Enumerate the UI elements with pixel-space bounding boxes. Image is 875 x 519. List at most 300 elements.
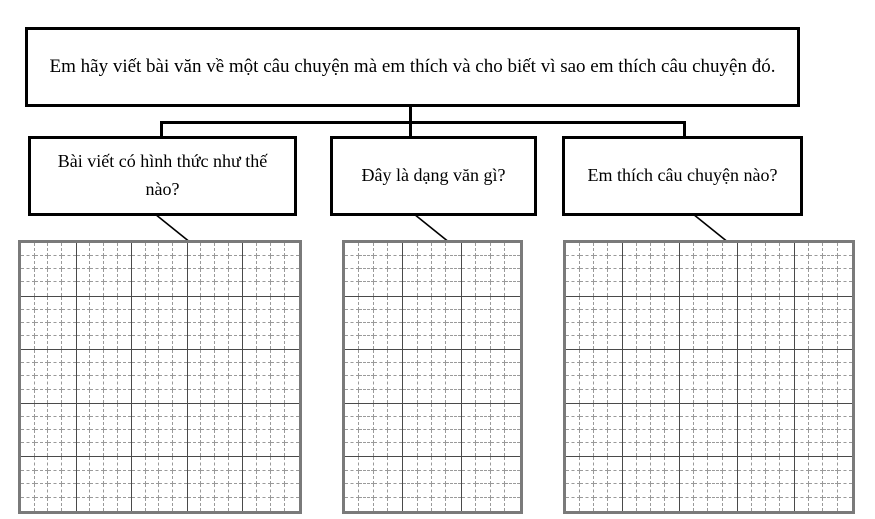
grid-cell <box>21 484 35 497</box>
grid-cell <box>48 310 62 323</box>
grid-cell <box>90 323 104 336</box>
grid-cell <box>491 498 506 511</box>
grid-cell <box>188 457 202 470</box>
grid-cell <box>738 417 752 430</box>
grid-cell <box>285 323 299 336</box>
grid-cell <box>132 256 146 269</box>
grid-cell <box>77 243 91 256</box>
grid-cell <box>738 323 752 336</box>
grid-cell <box>21 457 35 470</box>
grid-cell <box>77 443 91 456</box>
grid-cell <box>694 350 708 363</box>
grid-cell <box>462 269 477 282</box>
grid-cell <box>201 363 215 376</box>
grid-cell <box>566 243 580 256</box>
grid-cell <box>594 323 608 336</box>
grid-cell <box>432 390 446 403</box>
grid-cell <box>680 484 694 497</box>
grid-cell <box>35 443 49 456</box>
grid-cell <box>594 310 608 323</box>
grid-cell <box>374 390 388 403</box>
grid-cell <box>48 443 62 456</box>
grid-cell <box>723 363 737 376</box>
grid-cell <box>476 430 491 443</box>
grid-cell <box>491 243 506 256</box>
grid-cell <box>118 256 132 269</box>
grid-cell <box>838 336 852 349</box>
grid-cell <box>594 350 608 363</box>
grid-cell <box>285 243 299 256</box>
grid-block <box>795 350 852 404</box>
grid-cell <box>665 498 679 511</box>
grid-cell <box>462 323 477 336</box>
answer-grid-1[interactable] <box>18 240 302 514</box>
grid-cell <box>215 363 229 376</box>
grid-cell <box>637 282 651 295</box>
grid-cell <box>580 282 594 295</box>
grid-cell <box>651 323 665 336</box>
grid-cell <box>680 323 694 336</box>
grid-cell <box>229 323 243 336</box>
grid-cell <box>580 404 594 417</box>
grid-cell <box>637 404 651 417</box>
grid-cell <box>838 417 852 430</box>
connector-drop-center <box>409 121 412 137</box>
grid-cell <box>795 376 809 389</box>
grid-cell <box>90 310 104 323</box>
grid-cell <box>694 498 708 511</box>
grid-cell <box>580 256 594 269</box>
root-prompt-text: Em hãy viết bài văn về một câu chuyện mà em thích và cho biết vì sao em thích câu chuyện đó. <box>49 55 776 77</box>
grid-cell <box>201 443 215 456</box>
grid-cell <box>359 243 373 256</box>
answer-grid-2[interactable] <box>342 240 523 514</box>
grid-cell <box>446 404 460 417</box>
grid-cell <box>48 484 62 497</box>
grid-cell <box>345 256 359 269</box>
grid-cell <box>505 243 520 256</box>
grid-cell <box>665 471 679 484</box>
grid-cell <box>594 498 608 511</box>
grid-cell <box>823 323 837 336</box>
grid-cell <box>594 269 608 282</box>
grid-cell <box>159 390 173 403</box>
grid-cell <box>418 390 432 403</box>
grid-block <box>566 297 623 351</box>
grid-cell <box>608 310 622 323</box>
grid-cell <box>651 417 665 430</box>
grid-cell <box>795 484 809 497</box>
grid-cell <box>132 336 146 349</box>
grid-cell <box>780 336 794 349</box>
grid-cell <box>491 390 506 403</box>
grid-cell <box>159 243 173 256</box>
grid-cell <box>418 376 432 389</box>
grid-cell <box>62 243 76 256</box>
grid-cell <box>257 417 271 430</box>
grid-block <box>566 457 623 511</box>
grid-cell <box>566 310 580 323</box>
grid-cell <box>243 376 257 389</box>
grid-cell <box>285 498 299 511</box>
grid-block <box>132 404 188 458</box>
grid-cell <box>48 376 62 389</box>
grid-cell <box>432 457 446 470</box>
grid-cell <box>257 376 271 389</box>
grid-cell <box>809 256 823 269</box>
grid-cell <box>795 350 809 363</box>
grid-cell <box>608 297 622 310</box>
grid-block <box>345 457 403 511</box>
grid-block <box>132 350 188 404</box>
grid-cell <box>476 457 491 470</box>
grid-cell <box>623 390 637 403</box>
grid-cell <box>271 471 285 484</box>
grid-cell <box>623 484 637 497</box>
grid-block <box>188 457 244 511</box>
grid-cell <box>708 282 722 295</box>
grid-cell <box>637 471 651 484</box>
question-text-1: Bài viết có hình thức như thế nào? <box>57 151 268 199</box>
grid-cell <box>566 443 580 456</box>
grid-cell <box>62 376 76 389</box>
grid-cell <box>173 430 187 443</box>
grid-cell <box>418 404 432 417</box>
grid-cell <box>694 443 708 456</box>
grid-cell <box>809 376 823 389</box>
grid-cell <box>766 350 780 363</box>
grid-cell <box>21 376 35 389</box>
grid-cell <box>173 390 187 403</box>
grid-cell <box>432 443 446 456</box>
grid-block <box>623 457 680 511</box>
grid-cell <box>146 336 160 349</box>
grid-cell <box>271 310 285 323</box>
grid-cell <box>823 363 837 376</box>
grid-cell <box>215 297 229 310</box>
grid-cell <box>271 430 285 443</box>
grid-cell <box>90 363 104 376</box>
grid-cell <box>432 363 446 376</box>
grid-cell <box>608 323 622 336</box>
grid-cell <box>229 443 243 456</box>
grid-block <box>132 297 188 351</box>
grid-cell <box>132 282 146 295</box>
grid-cell <box>374 457 388 470</box>
grid-cell <box>229 310 243 323</box>
grid-cell <box>35 310 49 323</box>
grid-cell <box>462 484 477 497</box>
grid-cell <box>491 350 506 363</box>
grid-cell <box>637 484 651 497</box>
grid-cell <box>432 269 446 282</box>
grid-cell <box>374 404 388 417</box>
grid-cell <box>780 376 794 389</box>
grid-cell <box>243 256 257 269</box>
grid-cell <box>566 484 580 497</box>
grid-cell <box>104 404 118 417</box>
grid-cell <box>48 243 62 256</box>
grid-cell <box>838 256 852 269</box>
grid-cell <box>201 282 215 295</box>
grid-cell <box>651 350 665 363</box>
grid-cell <box>694 484 708 497</box>
grid-cell <box>173 336 187 349</box>
grid-cell <box>780 404 794 417</box>
grid-cell <box>752 390 766 403</box>
grid-cell <box>388 457 402 470</box>
grid-cell <box>215 417 229 430</box>
grid-cell <box>132 430 146 443</box>
grid-cell <box>809 404 823 417</box>
grid-cell <box>77 430 91 443</box>
grid-cell <box>403 376 417 389</box>
grid-cell <box>752 256 766 269</box>
grid-cell <box>476 390 491 403</box>
grid-cell <box>637 243 651 256</box>
grid-cell <box>491 256 506 269</box>
grid-cell <box>188 336 202 349</box>
grid-cell <box>680 336 694 349</box>
grid-cell <box>623 376 637 389</box>
grid-cell <box>374 243 388 256</box>
grid-cell <box>215 323 229 336</box>
grid-cell <box>651 443 665 456</box>
grid-cell <box>229 430 243 443</box>
grid-cell <box>594 484 608 497</box>
grid-cell <box>345 282 359 295</box>
grid-cell <box>159 443 173 456</box>
grid-block <box>345 297 403 351</box>
grid-cell <box>374 443 388 456</box>
grid-cell <box>374 471 388 484</box>
grid-cell <box>173 269 187 282</box>
grid-cell <box>738 243 752 256</box>
grid-cell <box>173 404 187 417</box>
grid-block <box>243 404 299 458</box>
grid-cell <box>580 430 594 443</box>
grid-cell <box>766 457 780 470</box>
grid-cell <box>48 457 62 470</box>
grid-cell <box>90 390 104 403</box>
grid-cell <box>118 417 132 430</box>
grid-cell <box>476 417 491 430</box>
grid-cell <box>62 297 76 310</box>
grid-cell <box>738 297 752 310</box>
grid-cell <box>118 282 132 295</box>
grid-cell <box>201 376 215 389</box>
grid-cell <box>374 282 388 295</box>
grid-cell <box>623 297 637 310</box>
grid-cell <box>491 430 506 443</box>
grid-cell <box>738 350 752 363</box>
grid-cell <box>838 404 852 417</box>
grid-cell <box>446 243 460 256</box>
grid-cell <box>795 363 809 376</box>
grid-cell <box>285 363 299 376</box>
grid-cell <box>62 350 76 363</box>
grid-cell <box>608 484 622 497</box>
grid-cell <box>752 269 766 282</box>
grid-cell <box>77 297 91 310</box>
grid-cell <box>271 243 285 256</box>
grid-cell <box>388 363 402 376</box>
grid-cell <box>374 430 388 443</box>
grid-cell <box>215 484 229 497</box>
grid-cell <box>780 498 794 511</box>
grid-cell <box>446 256 460 269</box>
grid-cell <box>623 417 637 430</box>
grid-cell <box>35 243 49 256</box>
grid-block <box>623 243 680 297</box>
grid-cell <box>680 350 694 363</box>
grid-cell <box>795 471 809 484</box>
grid-cell <box>462 417 477 430</box>
grid-cell <box>637 363 651 376</box>
grid-cell <box>173 282 187 295</box>
grid-cell <box>403 390 417 403</box>
grid-cell <box>48 471 62 484</box>
grid-cell <box>752 310 766 323</box>
grid-cell <box>215 471 229 484</box>
grid-block <box>738 243 795 297</box>
grid-cell <box>243 310 257 323</box>
grid-cell <box>665 256 679 269</box>
grid-block <box>462 350 520 404</box>
grid-cell <box>566 390 580 403</box>
grid-cell <box>21 404 35 417</box>
grid-cell <box>271 457 285 470</box>
grid-cell <box>48 350 62 363</box>
grid-cell <box>462 471 477 484</box>
grid-cell <box>823 457 837 470</box>
grid-cell <box>104 269 118 282</box>
grid-cell <box>608 471 622 484</box>
grid-cell <box>809 350 823 363</box>
grid-cell <box>462 243 477 256</box>
grid-cell <box>159 417 173 430</box>
grid-cell <box>608 256 622 269</box>
grid-cell <box>491 323 506 336</box>
grid-cell <box>403 282 417 295</box>
grid-cell <box>823 471 837 484</box>
grid-cell <box>388 390 402 403</box>
grid-cell <box>173 471 187 484</box>
grid-cell <box>77 471 91 484</box>
grid-cell <box>388 484 402 497</box>
grid-cell <box>738 430 752 443</box>
grid-cell <box>243 484 257 497</box>
grid-cell <box>566 256 580 269</box>
grid-cell <box>566 376 580 389</box>
grid-cell <box>708 336 722 349</box>
grid-cell <box>723 498 737 511</box>
grid-block <box>680 243 737 297</box>
grid-cell <box>173 243 187 256</box>
grid-cell <box>271 404 285 417</box>
grid-block <box>795 243 852 297</box>
grid-cell <box>491 404 506 417</box>
grid-cell <box>665 350 679 363</box>
grid-cell <box>795 404 809 417</box>
grid-cell <box>271 323 285 336</box>
grid-cell <box>491 484 506 497</box>
grid-cell <box>766 484 780 497</box>
grid-cell <box>446 430 460 443</box>
grid-cell <box>491 376 506 389</box>
grid-cell <box>680 471 694 484</box>
grid-cell <box>766 336 780 349</box>
answer-grid-3[interactable] <box>563 240 855 514</box>
grid-cell <box>285 430 299 443</box>
grid-cell <box>201 336 215 349</box>
grid-cell <box>446 417 460 430</box>
grid-cell <box>35 350 49 363</box>
grid-cell <box>462 297 477 310</box>
grid-cell <box>809 310 823 323</box>
grid-block <box>21 404 77 458</box>
grid-cell <box>257 390 271 403</box>
grid-cell <box>345 390 359 403</box>
grid-cell <box>388 443 402 456</box>
grid-cell <box>476 256 491 269</box>
grid-cell <box>723 350 737 363</box>
grid-cell <box>694 457 708 470</box>
root-prompt-box <box>25 27 800 107</box>
grid-cell <box>159 323 173 336</box>
grid-cell <box>637 256 651 269</box>
grid-block <box>21 350 77 404</box>
grid-cell <box>505 498 520 511</box>
grid-cell <box>432 498 446 511</box>
grid-cell <box>708 390 722 403</box>
grid-cell <box>104 297 118 310</box>
grid-cell <box>446 471 460 484</box>
grid-cell <box>580 336 594 349</box>
grid-cell <box>651 376 665 389</box>
grid-cell <box>446 350 460 363</box>
grid-cell <box>752 471 766 484</box>
grid-cell <box>566 323 580 336</box>
grid-cell <box>104 390 118 403</box>
grid-cell <box>838 498 852 511</box>
grid-cell <box>838 471 852 484</box>
grid-cell <box>623 404 637 417</box>
grid-cell <box>566 457 580 470</box>
grid-cell <box>491 457 506 470</box>
grid-cell <box>823 310 837 323</box>
grid-cell <box>62 417 76 430</box>
grid-cell <box>132 323 146 336</box>
grid-cell <box>118 297 132 310</box>
grid-cell <box>608 282 622 295</box>
grid-cell <box>823 350 837 363</box>
grid-cell <box>680 310 694 323</box>
grid-cell <box>694 376 708 389</box>
grid-cell <box>188 297 202 310</box>
grid-cell <box>491 310 506 323</box>
grid-block <box>462 404 520 458</box>
grid-cell <box>403 457 417 470</box>
grid-cell <box>809 323 823 336</box>
grid-cell <box>62 457 76 470</box>
grid-cell <box>418 471 432 484</box>
grid-cell <box>48 336 62 349</box>
grid-cell <box>418 297 432 310</box>
grid-cell <box>388 471 402 484</box>
grid-cell <box>146 256 160 269</box>
grid-cell <box>104 417 118 430</box>
